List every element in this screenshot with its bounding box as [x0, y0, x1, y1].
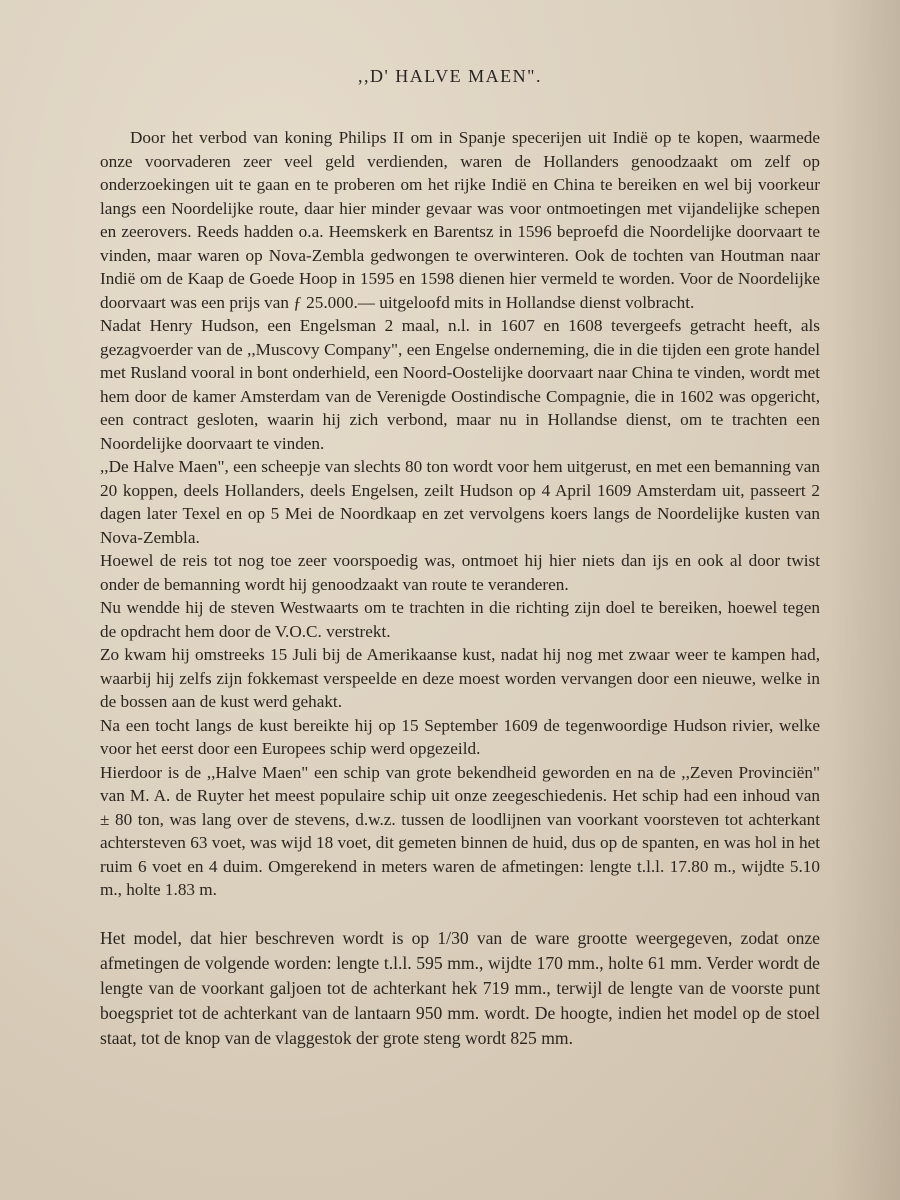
paragraph-ship-dimensions: Hierdoor is de ,,Halve Maen" een schip van grote bekendheid geworden en na de ,,Zeven Provinciën" van M. A. de Ruyter het meest populaire schip uit onze zeegeschiedenis. Het schip had een inhoud van ± 80 ton, was lang over de stevens, d.w.z. tussen de loodlijnen van voorkant voorsteven tot achterkant achtersteven 63 voet, was wijd 18 voet, dit gemeten binnen de huid, dus op de spanten, en was hol in het ruim 6 voet en 4 duim. Omgerekend in meters waren de afmetingen: lengte t.l.l. 17.80 m., wijdte 5.10 m., holte 1.83 m. — [100, 762, 820, 899]
paragraph-halve-maen-voyage: ,,De Halve Maen", een scheepje van slechts 80 ton wordt voor hem uitgerust, en met een bemanning van 20 koppen, deels Hollanders, deels Engelsen, zeilt Hudson op 4 April 1609 Amsterdam uit, passeert 2 dagen later Texel en op 5 Mei de Noordkaap en zet vervolgens koers langs de Noordelijke kusten van Nova-Zembla. — [100, 457, 820, 547]
paragraph-ice: Hoewel de reis tot nog toe zeer voorspoedig was, ontmoet hij hier niets dan ijs en ook al door twist onder de bemanning wordt hij genoodzaakt van route te veranderen. — [100, 551, 820, 594]
page-title: ,,D' HALVE MAEN". — [358, 66, 542, 86]
paragraph-model-dimensions: Het model, dat hier beschreven wordt is op 1/30 van de ware grootte weergegeven, zodat onze afmetingen de volgende worden: lengte t.l.l. 595 mm., wijdte 170 mm., holte 61 mm. Verder wordt de lengte van de voorkant galjoen tot de achterkant hek 719 mm., terwijl de lengte van de voorste punt boegspriet tot de achterkant van de lantaarn 950 mm. wordt. De hoogte, indien het model op de stoel staat, tot de knop van de vlaggestok der grote steng wordt 825 mm. — [100, 927, 820, 1048]
paragraph-introduction: Door het verbod van koning Philips II om in Spanje specerijen uit Indië op te kopen, waarmede onze voorvaderen zeer veel geld verdienden, waren de Hollanders genoodzaakt om zelf op onderzoekingen uit te gaan en te proberen om het rijke Indië en China te bereiken en wel bij voorkeur langs een Noordelijke route, daar hier minder gevaar was voor ontmoetingen met vijandelijke schepen en zeerovers. Reeds hadden o.a. Heemskerk en Barentsz in 1596 beproefd die Noordelijke doorvaart te vinden, maar waren op Nova-Zembla gedwongen te overwinteren. Ook de tochten van Houtman naar Indië om de Kaap de Goede Hoop in 1595 en 1598 dienen hier vermeld te worden. Voor de Noordelijke doorvaart was een prijs van ƒ 25.000.— uitgeloofd mits in Hollandse dienst volbracht. — [100, 128, 820, 312]
paragraph-westward: Nu wendde hij de steven Westwaarts om te trachten in die richting zijn doel te bereiken, hoewel tegen de opdracht hem door de V.O.C. verstrekt. — [100, 598, 820, 641]
paragraph-hudson-contract: Nadat Henry Hudson, een Engelsman 2 maal, n.l. in 1607 en 1608 tevergeefs getracht heeft, als gezagvoerder van de ,,Muscovy Company", een Engelse onderneming, die in die tijden een grote handel met Rusland vooral in bont onderhield, een Noord-Oostelijke doorvaart naar China te vinden, wordt met hem door de kamer Amsterdam van de Verenigde Oostindische Compagnie, die in 1602 was opgericht, een contract gesloten, waarin hij zich verbond, maar nu in Hollandse dienst, om te trachten een Noordelijke doorvaart te vinden. — [100, 316, 820, 453]
body-text — [100, 126, 820, 1051]
paragraph-hudson-river: Na een tocht langs de kust bereikte hij op 15 September 1609 de tegenwoordige Hudson rivier, welke voor het eerst door een Europees schip werd opgezeild. — [100, 715, 820, 758]
paragraph-american-coast: Zo kwam hij omstreeks 15 Juli bij de Amerikaanse kust, nadat hij nog met zwaar weer te kampen had, waarbij hij zelfs zijn fokkemast verspeelde en deze moest worden vervangen door een nieuwe, welke in de bossen aan de kust werd gehakt. — [100, 645, 820, 711]
